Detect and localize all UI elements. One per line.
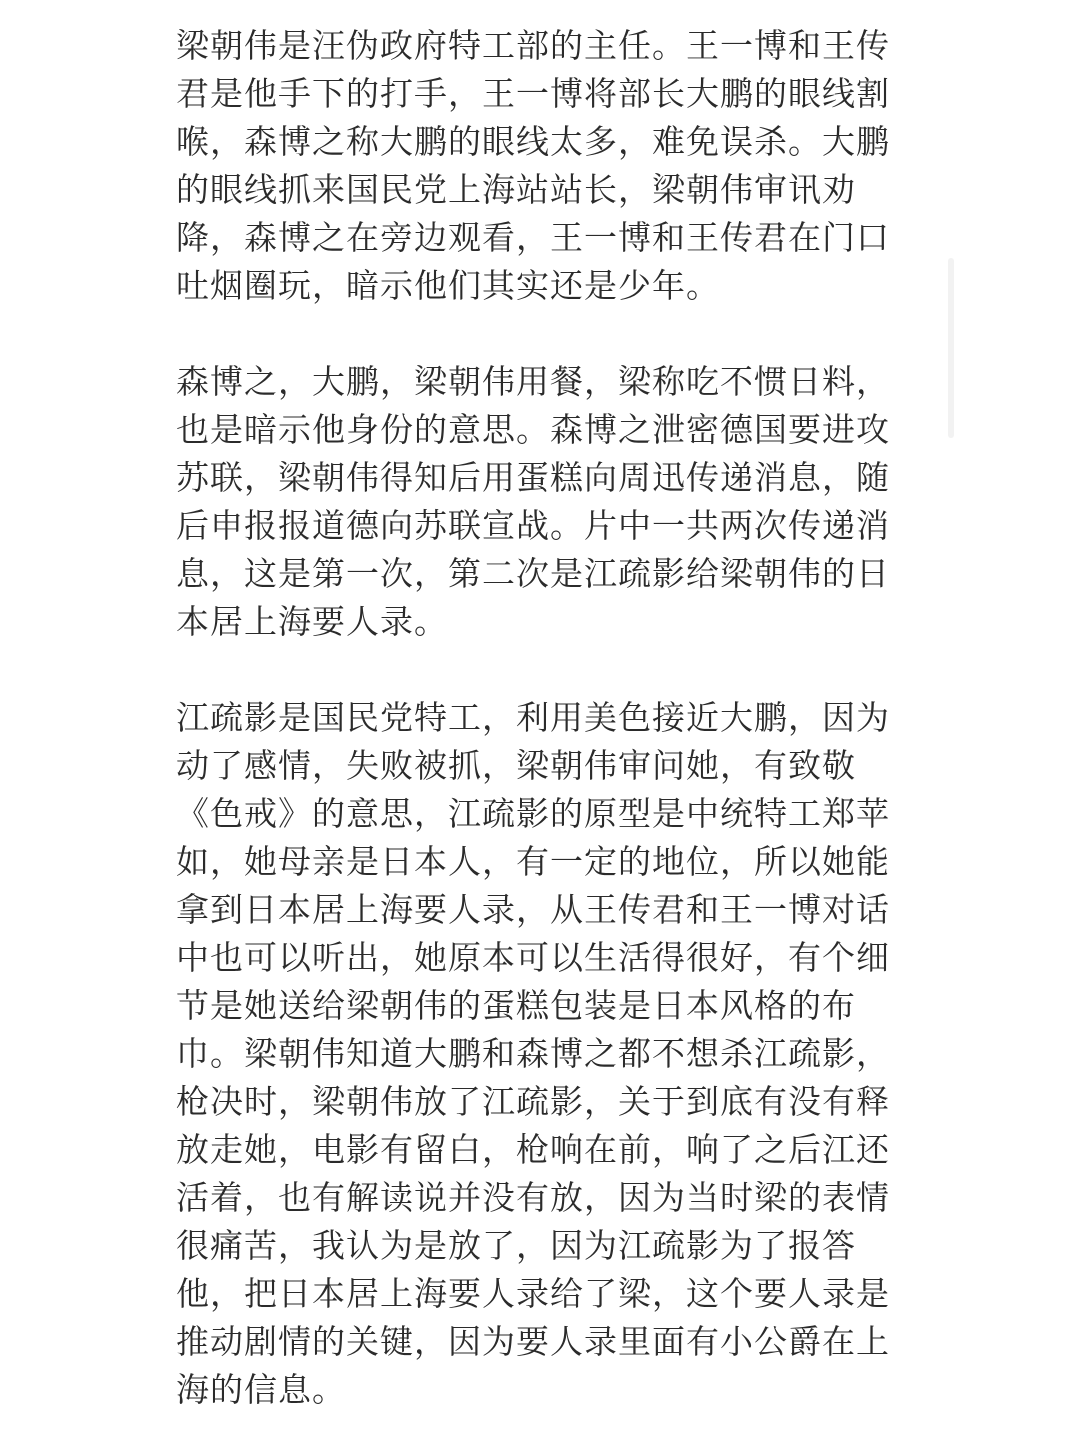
paragraph-1: 梁朝伟是汪伪政府特工部的主任。王一博和王传 君是他手下的打手，王一博将部长大鹏的眼线割 喉，森博之称大鹏的眼线太多，难免误杀。大鹏 的眼线抓来国民党上海站站长，梁朝伟审讯劝 降，森博之在旁边观看，王一博和王传君在门口 吐烟圈玩，暗示他们其实还是少年。 — [176, 26, 890, 305]
scroll-indicator[interactable] — [948, 258, 954, 438]
article-body — [176, 22, 892, 1414]
paragraph-3: 江疏影是国民党特工，利用美色接近大鹏，因为 动了感情，失败被抓，梁朝伟审问她，有致敬 《色戒》的意思，江疏影的原型是中统特工郑苹 如，她母亲是日本人，有一定的地位，所以她能 拿到日本居上海要人录，从王传君和王一博对话 中也可以听出，她原本可以生活得很好，有个细 节是她送给梁朝伟的蛋糕包装是日本风格的布 巾。梁朝伟知道大鹏和森博之都不想杀江疏影， 枪决时，梁朝伟放了江疏影，关于到底有没有释 放走她，电影有留白，枪响在前，响了之后江还 活着，也有解读说并没有放，因为当时梁的表情 很痛苦，我认为是放了，因为江疏影为了报答 他，把日本居上海要人录给了梁，这个要人录是 推动剧情的关键，因为要人录里面有小公爵在上 海的信息。 — [176, 698, 890, 1409]
paragraph-2: 森博之，大鹏，梁朝伟用餐，梁称吃不惯日料， 也是暗示他身份的意思。森博之泄密德国要进攻 苏联，梁朝伟得知后用蛋糕向周迅传递消息，随 后申报报道德向苏联宣战。片中一共两次传递消 息，这是第一次，第二次是江疏影给梁朝伟的日 本居上海要人录。 — [176, 362, 890, 641]
